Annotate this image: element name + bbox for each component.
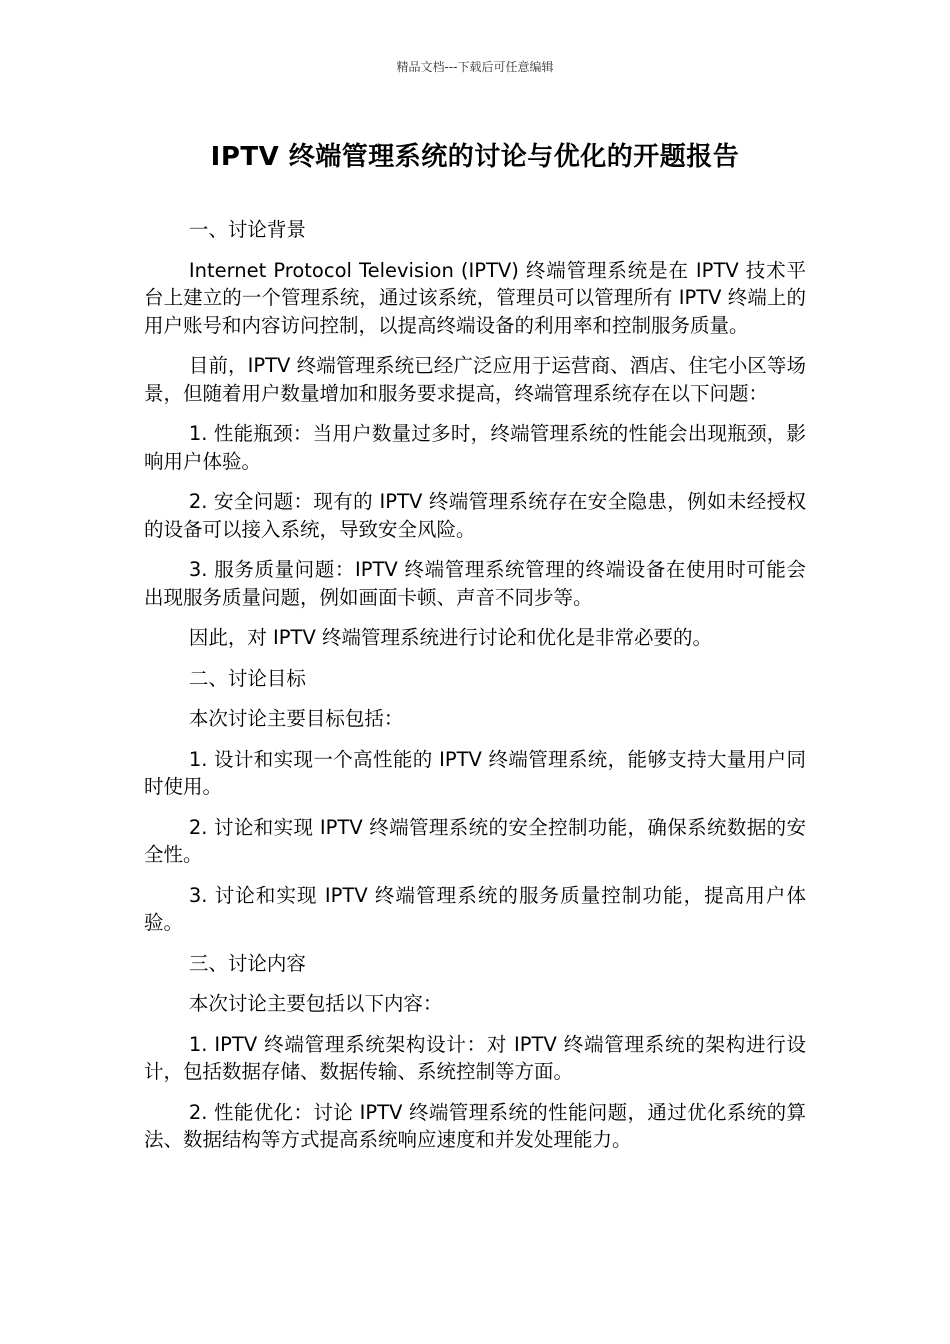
paragraph-current-status: 目前，IPTV 终端管理系统已经广泛应用于运营商、酒店、住宅小区等场景，但随着用户数量增加和服务要求提高，终端管理系统存在以下问题： — [144, 354, 806, 405]
section-heading-goals: 二、讨论目标 — [188, 666, 306, 690]
paragraph-content-intro: 本次讨论主要包括以下内容： — [188, 992, 443, 1015]
section-heading-content: 三、讨论内容 — [188, 951, 306, 975]
section-heading-background: 一、讨论背景 — [188, 218, 306, 241]
list-item-content-performance: 2. 性能优化：讨论 IPTV 终端管理系统的性能问题，通过优化系统的算法、数据结构等方式提高系统响应速度和并发处理能力。 — [144, 1100, 806, 1151]
list-item-goal-security: 2. 讨论和实现 IPTV 终端管理系统的安全控制功能，确保系统数据的安全性。 — [144, 815, 806, 866]
header-note: 精品文档---下载后可任意编辑 — [396, 60, 554, 74]
paragraph-conclusion: 因此，对 IPTV 终端管理系统进行讨论和优化是非常必要的。 — [188, 626, 713, 649]
list-item-goal-performance: 1. 设计和实现一个高性能的 IPTV 终端管理系统，能够支持大量用户同时使用。 — [144, 747, 806, 798]
document-title: IPTV 终端管理系统的讨论与优化的开题报告 — [210, 142, 740, 172]
list-item-security-issue: 2. 安全问题：现有的 IPTV 终端管理系统存在安全隐患，例如未经授权的设备可以接入系统，导致安全风险。 — [144, 490, 806, 541]
document-body — [144, 216, 806, 1154]
paragraph-iptv-intro: Internet Protocol Television (IPTV) 终端管理系统是在 IPTV 技术平台上建立的一个管理系统，通过该系统，管理员可以管理所有 IPTV 终端上的用户账号和内容访问控制，以提高终端设备的利用率和控制服务质量。 — [144, 258, 806, 337]
list-item-goal-qos: 3. 讨论和实现 IPTV 终端管理系统的服务质量控制功能，提高用户体验。 — [144, 883, 806, 934]
list-item-service-quality-issue: 3. 服务质量问题：IPTV 终端管理系统管理的终端设备在使用时可能会出现服务质量问题，例如画面卡顿、声音不同步等。 — [144, 558, 806, 609]
list-item-performance-bottleneck: 1. 性能瓶颈：当用户数量过多时，终端管理系统的性能会出现瓶颈，影响用户体验。 — [144, 422, 806, 473]
list-item-content-architecture: 1. IPTV 终端管理系统架构设计：对 IPTV 终端管理系统的架构进行设计，包括数据存储、数据传输、系统控制等方面。 — [144, 1032, 806, 1083]
paragraph-goals-intro: 本次讨论主要目标包括： — [188, 707, 404, 730]
